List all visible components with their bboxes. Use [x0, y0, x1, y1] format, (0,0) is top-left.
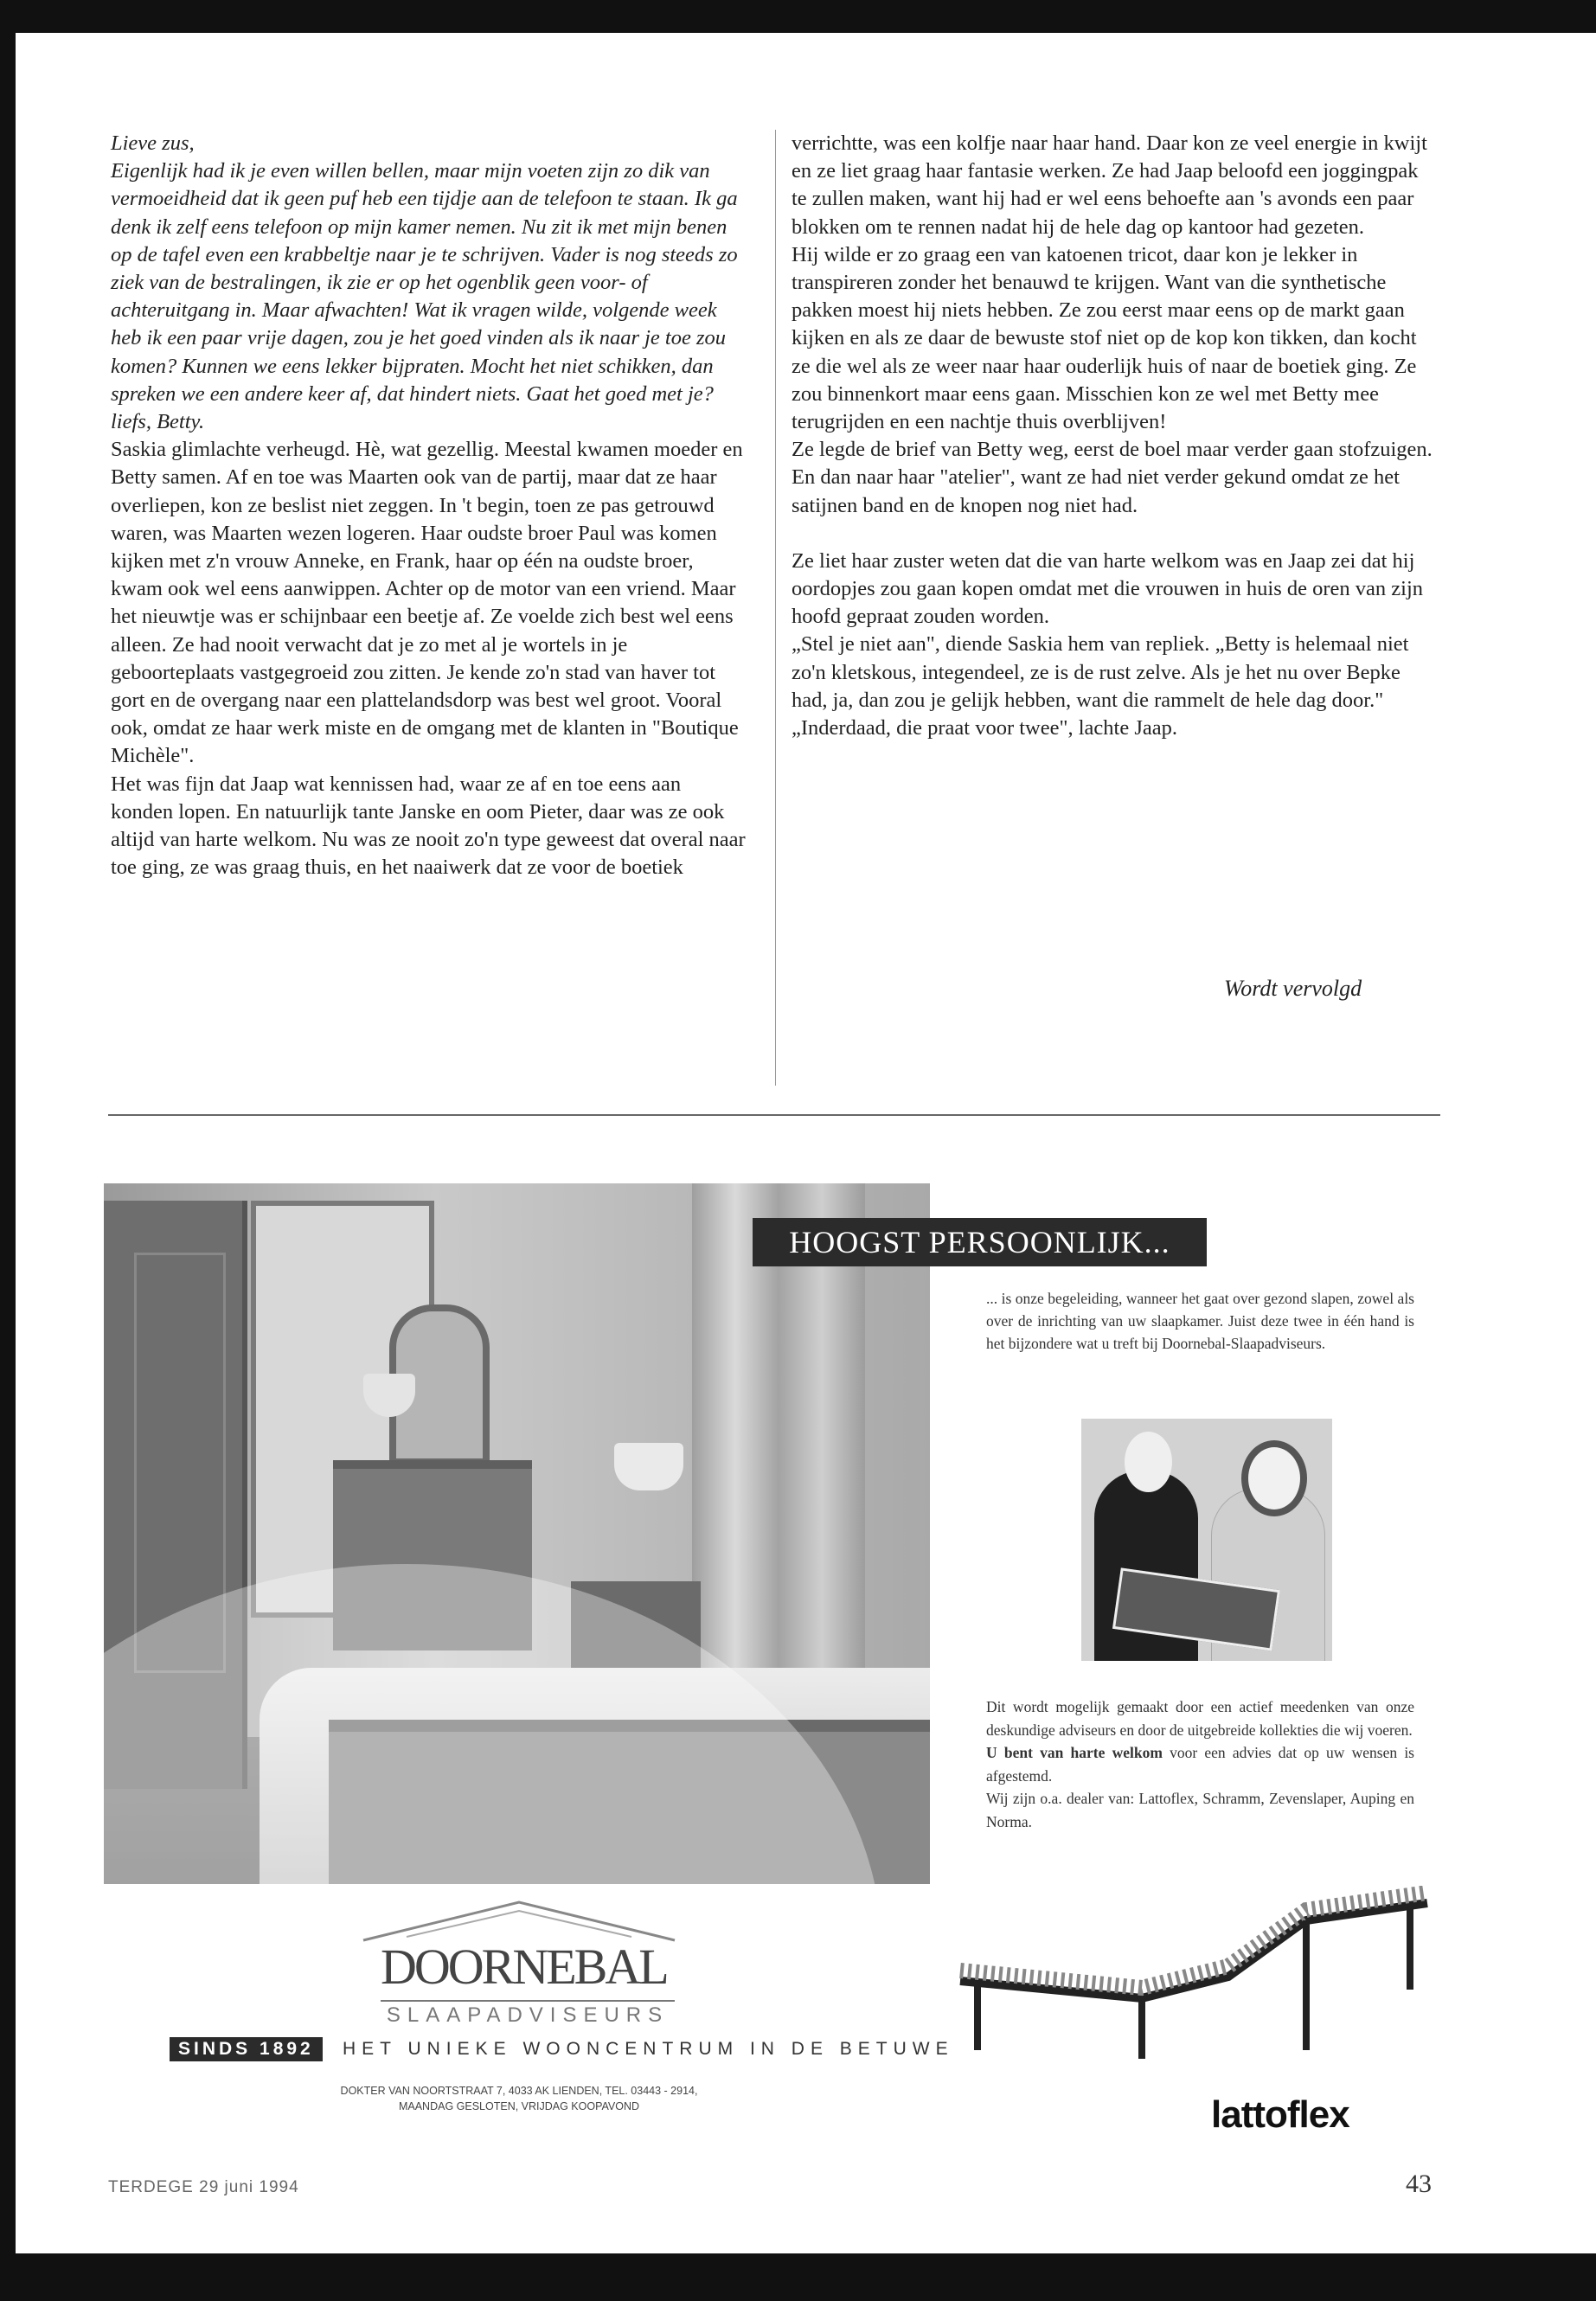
since-badge: SINDS 1892 [170, 2037, 323, 2061]
paragraph: „Stel je niet aan", diende Saskia hem van repliek. „Betty is helemaal niet zo'n kletskous, integendeel, ze is de rust zelve. Als je het nu over Bepke had, ja, dan zou je gelijk hebben, want die rammelt de hele dag door." [792, 632, 1409, 712]
paragraph: Ze legde de brief van Betty weg, eerst de boel maar verder gaan stofzuigen. En dan naar haar "atelier", want ze had niet verder gekund omdat ze het satijnen band en de knopen nog niet had. [792, 438, 1433, 517]
ad-welcome-bold: U bent van harte welkom [986, 1744, 1163, 1761]
photo-man-head [1125, 1432, 1172, 1492]
address-line: DOKTER VAN NOORTSTRAAT 7, 4033 AK LIENDEN, TEL. 03443 - 2914, [340, 2085, 698, 2097]
ad-tagline: HET UNIEKE WOONCENTRUM IN DE BETUWE [343, 2039, 954, 2059]
ad-welcome-line [986, 1741, 1414, 1787]
ad-intro-text: ... is onze begeleiding, wanneer het gaat over gezond slapen, zowel als over de inrichting van uw slaapkamer. Juist deze twee in één hand is het bijzondere wat u treft bij Doornebal-Slaapadviseurs. [986, 1290, 1414, 1352]
publication-footer: TERDEGE 29 juni 1994 [108, 2178, 299, 2196]
bed-slats [960, 1893, 1427, 1988]
column-divider [775, 130, 776, 1086]
photo-bedside-lamp [614, 1443, 683, 1490]
paragraph: „Inderdaad, die praat voor twee", lachte Jaap. [792, 716, 1178, 740]
ad-body-paragraph: Dit wordt mogelijk gemaakt door een actief meedenken van onze deskundige adviseurs en door de uitgebreide kollekties die wij voeren. [986, 1698, 1414, 1739]
page-number: 43 [1406, 2170, 1432, 2198]
photo-woman-head [1241, 1440, 1307, 1516]
paragraph: Ze liet haar zuster weten dat die van harte welkom was en Jaap zei dat hij oordopjes zou gaan kopen omdat met die vrouwen in huis de oren van zijn hoofd gepraat zouden worden. [792, 548, 1424, 629]
doornebal-roof-logo [355, 1899, 683, 1942]
scan-bottom-border [0, 2253, 1596, 2301]
ad-welcome-rest: voor een advies dat op uw wensen is afgestemd. [986, 1744, 1414, 1785]
article-left-column [111, 130, 747, 881]
continued-note: Wordt vervolgd [1224, 976, 1362, 1001]
paragraph: Hij wilde er zo graag een van katoenen tricot, daar kon je lekker in transpireren zonder het benauwd te krijgen. Want van die synthetische pakken moest hij niets hebben. Ze zou eerst maar eens op de markt gaan kijken en als ze daar de bewuste stof niet op de kop kon tikken, dan kocht ze die wel als ze weer naar haar ouderlijk huis of naar de boetiek ging. Ze zou binnenkort maar eens gaan. Misschien kon ze wel met Betty mee terugrijden en een nachtje thuis overblijven! [792, 242, 1417, 434]
paragraph: Saskia glimlachte verheugd. Hè, wat gezellig. Meestal kwamen moeder en Betty samen. Af en toe was Maarten ook van de partij, maar dat ze haar overliepen, kon ze beslist niet zeggen. In 't begin, toen ze pas getrouwd waren, was Maarten wezen logeren. Haar oudste broer Paul was komen kijken met z'n vrouw Anneke, en Frank, haar op één na oudste broer, kwam ook wel eens aanwippen. Achter op de motor van een vriend. Maar het nieuwtje was er schijnbaar een beetje af. Ze voelde zich best wel eens alleen. Ze had nooit verwacht dat je zo met al je wortels in je geboorteplaats vastgegroeid zou zitten. Je kende zo'n stad van haver tot gort en de overgang naar een plattelandsdorp was best wel groot. Vooral ook, omdat ze haar werk miste en de omgang met de klanten in "Boutique Michèle". [111, 438, 743, 768]
adjustable-bed-base-image [943, 1886, 1445, 2145]
scan-left-edge [0, 0, 16, 2301]
section-divider [108, 1114, 1440, 1116]
letter-body: Eigenlijk had ik je even willen bellen, maar mijn voeten zijn zo dik van vermoeidheid dat ik geen puf heb een tijdje aan de telefoon te staan. Ik ga denk ik zelf eens telefoon op mijn kamer nemen. Nu zit ik met mijn benen op de tafel even een krabbeltje naar je te schrijven. Vader is nog steeds zo ziek van de bestralingen, ik zie er op het ogenblik geen voor- of achteruitgang in. Maar afwachten! Wat ik vragen wilde, volgende week heb ik een paar vrije dagen, zou je het goed vinden als ik naar je toe zou komen? Kunnen we eens lekker bijpraten. Mocht het niet schikken, dan spreken we een andere keer af, dat hindert niets. Gaat het goed met je? [111, 159, 738, 406]
letter-signoff: liefs, Betty. [111, 410, 205, 434]
roof-shape [363, 1902, 675, 1940]
scan-top-border [0, 0, 1596, 33]
ad-body-text [986, 1695, 1414, 1833]
ad-address [260, 2083, 779, 2114]
ad-headline: HOOGST PERSOONLIJK... [753, 1218, 1207, 1266]
address-line: MAANDAG GESLOTEN, VRIJDAG KOOPAVOND [398, 2100, 640, 2112]
roof-lines [407, 1911, 631, 1937]
bedroom-photo [104, 1183, 930, 1884]
letter-salutation: Lieve zus, [111, 131, 195, 155]
paragraph: Het was fijn dat Jaap wat kennissen had, waar ze af en toe eens aan konden lopen. En natuurlijk tante Janske en oom Pieter, daar was ze ook altijd van harte welkom. Nu was ze nooit zo'n type geweest dat overal naar toe ging, ze was graag thuis, en het naaiwerk dat ze voor de boetiek [111, 772, 746, 880]
doornebal-logo-sub: SLAAPADVISEURS [381, 2000, 675, 2028]
ad-dealers: Wij zijn o.a. dealer van: Lattoflex, Schramm, Zevenslaper, Auping en Norma. [986, 1790, 1414, 1830]
paragraph: verrichtte, was een kolfje naar haar hand. Daar kon ze veel energie in kwijt en ze liet graag haar fantasie werken. Ze had Jaap beloofd een joggingpak te zullen maken, want hij had er wel eens behoefte aan 's avonds een paar blokken om te rennen nadat hij de hele dag op kantoor had gezeten. [792, 131, 1427, 239]
advisors-photo [1081, 1419, 1332, 1661]
lattoflex-logo: lattoflex [1211, 2093, 1349, 2136]
doornebal-logo-name: DOORNEBAL [381, 1939, 667, 1995]
article-right-column [792, 130, 1436, 742]
